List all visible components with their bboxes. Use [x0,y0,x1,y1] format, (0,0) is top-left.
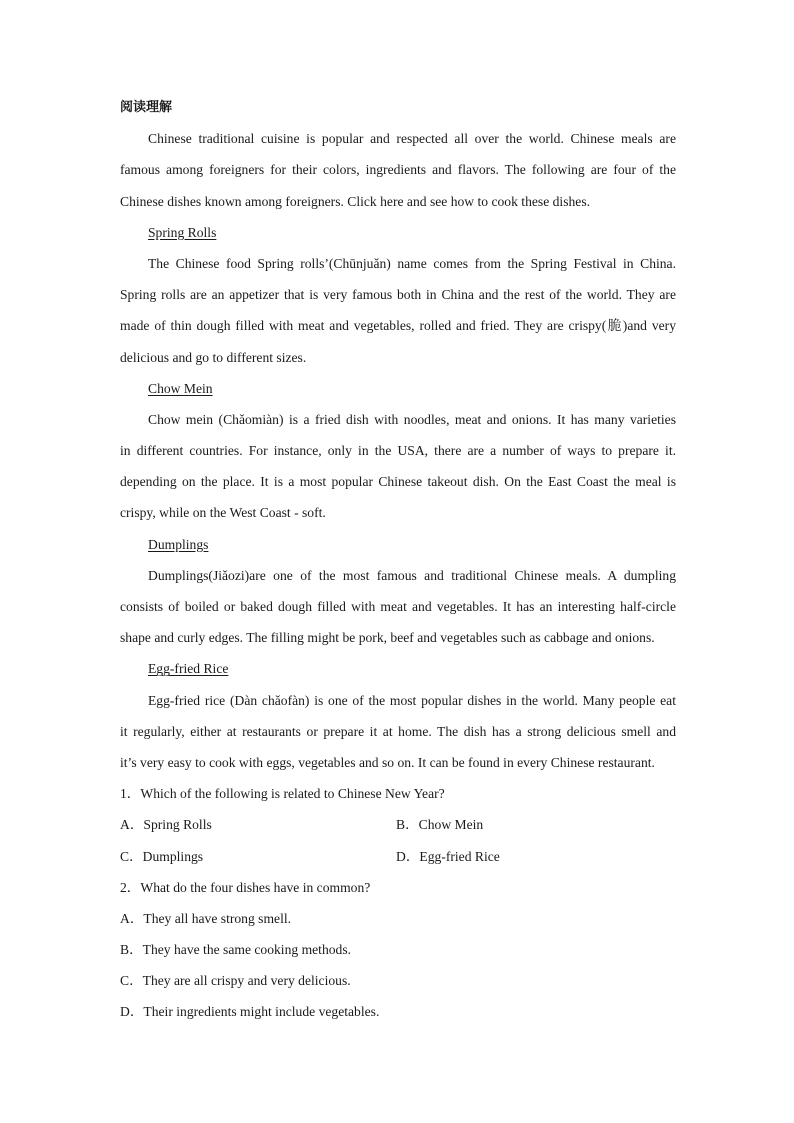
question-1-option-a: A．Spring Rolls [120,817,212,833]
question-1-option-d: D．Egg-fried Rice [396,848,500,864]
spring-rolls-paragraph [120,248,676,373]
paragraph-line: delicious and go to different sizes. [120,349,307,365]
question-1-option-c: C．Dumplings [120,848,204,864]
question-1-option-b: B．Chow Mein [396,817,484,833]
paragraph-line: consists of boiled or baked dough filled with meat and vegetables. It has an interesting half-circle [120,599,676,614]
paragraph-line: Egg-fried rice (Dàn chǎofàn) is one of the most popular dishes in the world. Many people eat [148,692,676,708]
paragraph-line: The Chinese food Spring rolls’(Chūnjuǎn) name comes from the Spring Festival in China. [148,255,676,271]
question-2-stem: 2．What do the four dishes have in common? [120,879,371,895]
dumplings-paragraph [120,560,676,654]
egg-fried-rice-paragraph [120,685,676,779]
question-2-option-b: B．They have the same cooking methods. [120,942,352,958]
intro-line: Chinese traditional cuisine is popular and respected all over the world. Chinese meals are [148,131,676,147]
dish-title-text: Dumplings [148,536,209,552]
paragraph-line: in different countries. For instance, only in the USA, there are a number of ways to prepare it. [120,443,676,459]
intro-paragraph [120,123,676,217]
question-2-option-a: A．They all have strong smell. [120,910,292,926]
paragraph-line: crispy, while on the West Coast - soft. [120,505,326,521]
paragraph-line: Dumplings(Jiǎozi)are one of the most famous and traditional Chinese meals. A dumpling [148,567,676,583]
question-1-options-row [120,841,676,872]
dish-title-spring-rolls [120,217,676,248]
section-heading: 阅读理解 [120,100,173,115]
dish-title-chow-mein [120,373,676,404]
paragraph-line: shape and curly edges. The filling might be pork, beef and vegetables such as cabbage and onions. [120,630,655,646]
dish-title-dumplings [120,529,676,560]
paragraph-line: Spring rolls are an appetizer that is very famous both in China and the rest of the world. They are [120,287,676,303]
dish-title-text: Chow Mein [148,380,213,396]
question-2-option-c: C．They are all crispy and very delicious. [120,973,351,989]
question-1-stem: 1．Which of the following is related to Chinese New Year? [120,786,445,802]
dish-title-text: Egg-fried Rice [148,661,229,677]
paragraph-line: Chow mein (Chǎomiàn) is a fried dish with noodles, meat and onions. It has many varieties [148,411,676,427]
question-2-option-d: D．Their ingredients might include vegetables. [120,1004,380,1020]
question-1-options-row [120,809,676,840]
dish-title-text: Spring Rolls [148,224,217,240]
paragraph-line: made of thin dough filled with meat and vegetables, rolled and fried. They are crispy(脆)and very [120,318,676,334]
intro-line: Chinese dishes known among foreigners. Click here and see how to cook these dishes. [120,193,591,209]
chow-mein-paragraph [120,404,676,529]
dish-title-egg-fried-rice [120,653,676,684]
paragraph-line: it regularly, either at restaurants or prepare it at home. The dish has a strong delicious smell and [120,723,676,739]
paragraph-line: depending on the place. It is a most popular Chinese takeout dish. On the East Coast the meal is [120,474,676,490]
intro-line: famous among foreigners for their colors, ingredients and flavors. The following are four of the [120,162,676,178]
document-page [120,92,676,1028]
paragraph-line: it’s very easy to cook with eggs, vegetables and so on. It can be found in every Chinese restaurant. [120,754,655,770]
